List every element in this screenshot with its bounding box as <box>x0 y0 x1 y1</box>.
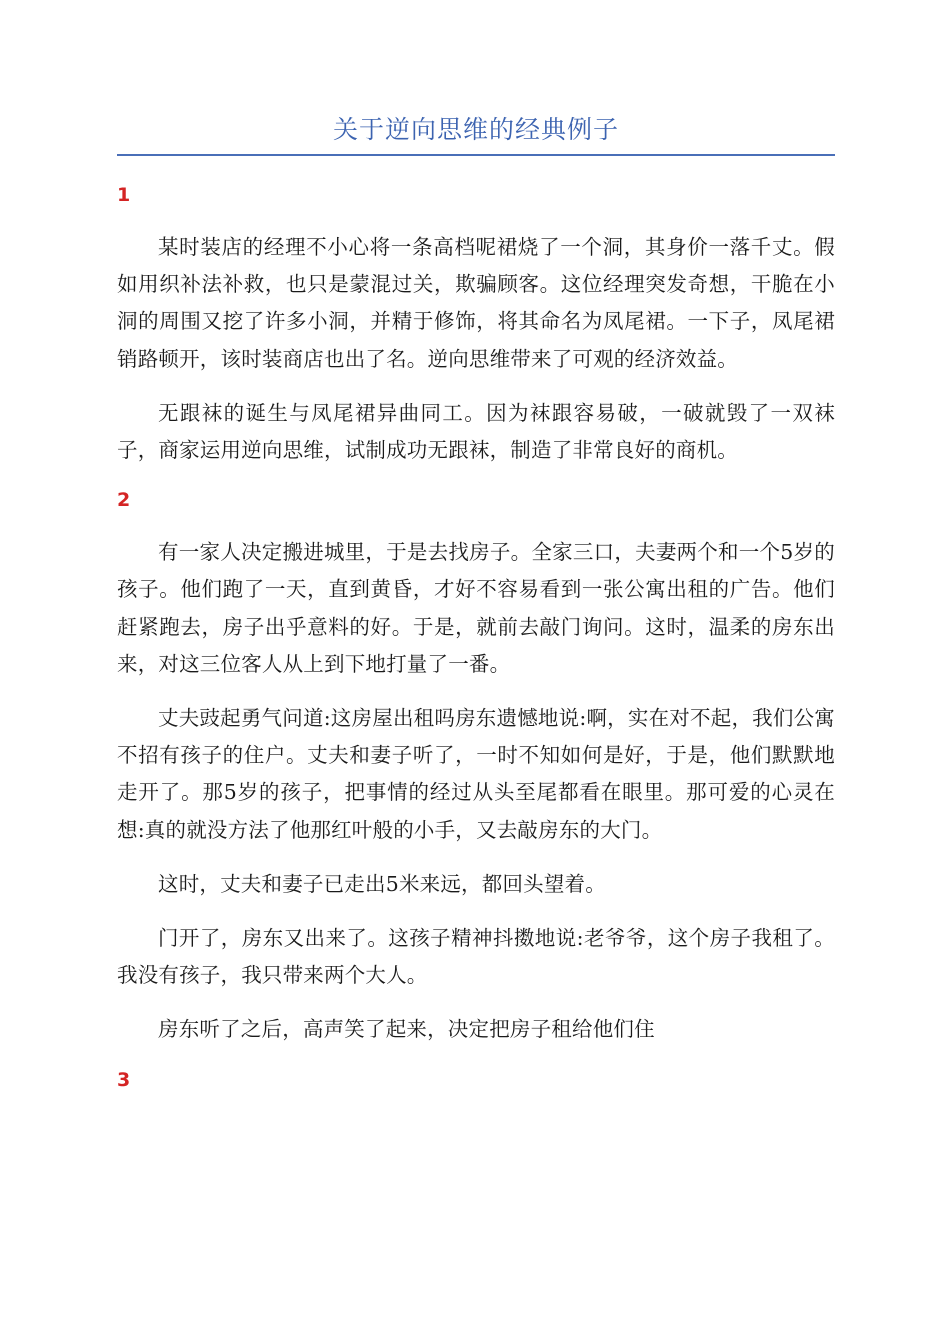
paragraph: 无跟袜的诞生与凤尾裙异曲同工。因为袜跟容易破，一破就毁了一双袜子，商家运用逆向思维，试制成功无跟袜，制造了非常良好的商机。 <box>117 400 835 463</box>
paragraph: 门开了，房东又出来了。这孩子精神抖擞地说:老爷爷，这个房子我租了。我没有孩子，我只带来两个大人。 <box>117 926 835 988</box>
section-number-3: 3 <box>117 1068 131 1091</box>
document-title: 关于逆向思维的经典例子 <box>332 115 619 144</box>
section-number-1: 1 <box>117 184 131 206</box>
paragraph: 某时装店的经理不小心将一条高档呢裙烧了一个洞，其身价一落千丈。假如用织补法补救，也只是蒙混过关，欺骗顾客。这位经理突发奇想，干脆在小洞的周围又挖了许多小洞，并精于修饰，将其命名为凤尾裙。一下子，凤尾裙销路顿开，该时装商店也出了名。逆向思维带来了可观的经济效益。 <box>117 235 835 371</box>
paragraph: 这时，丈夫和妻子已走出5米来远，都回头望着。 <box>158 871 606 896</box>
section-number-2: 2 <box>117 489 131 512</box>
paragraph: 丈夫豉起勇气问道:这房屋出租吗房东遗憾地说:啊，实在对不起，我们公寓不招有孩子的住户。丈夫和妻子听了，一时不知如何是好，于是，他们默默地走开了。那5岁的孩子，把事情的经过从头至尾都看在眼里。那可爱的心灵在想:真的就没方法了他那红叶般的小手，又去敲房东的大门。 <box>117 706 835 842</box>
paragraph: 房东听了之后，高声笑了起来，决定把房子租给他们住 <box>158 1017 655 1042</box>
title-underline <box>117 154 835 156</box>
title-container <box>117 110 835 150</box>
document-body <box>117 180 835 1095</box>
paragraph: 有一家人决定搬进城里，于是去找房子。全家三口，夫妻两个和一个5岁的孩子。他们跑了一天，直到黄昏，才好不容易看到一张公寓出租的广告。他们赶紧跑去，房子出乎意料的好。于是，就前去敲门询问。这时，温柔的房东出来，对这三位客人从上到下地打量了一番。 <box>117 540 835 676</box>
